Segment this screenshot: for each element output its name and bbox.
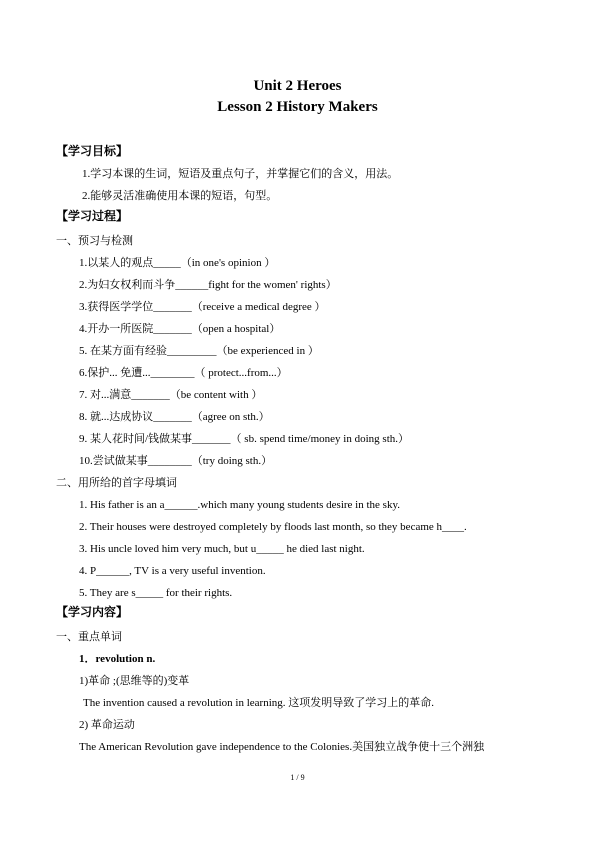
- preview-item: 10.尝试做某事________（try doing sth.）: [79, 455, 273, 467]
- unit-title: Unit 2 Heroes: [253, 78, 342, 94]
- word-example: The invention caused a revolution in learning. 这项发明导致了学习上的革命.: [83, 697, 435, 709]
- fill-item: 3. His uncle loved him very much, but u_____ he died last night.: [79, 543, 365, 555]
- part-heading-fill-in: 二、用所给的首字母填词: [56, 477, 177, 489]
- word-example: The American Revolution gave independence to the Colonies.美国独立战争使十三个洲独: [79, 741, 485, 753]
- preview-item: 1.以某人的观点_____（in one's opinion ）: [79, 257, 276, 269]
- goal-item: 2.能够灵活准确使用本课的短语，句型。: [82, 190, 278, 202]
- fill-item: 4. P______, TV is a very useful invention.: [79, 565, 266, 577]
- section-learning-process: 【学习过程】: [56, 209, 129, 223]
- preview-item: 3.获得医学学位_______（receive a medical degree ）: [79, 301, 326, 313]
- lesson-title: Lesson 2 History Makers: [217, 99, 378, 115]
- part-heading-preview: 一、预习与检测: [56, 235, 133, 247]
- section-learning-goals: 【学习目标】: [56, 144, 129, 158]
- preview-item: 7. 对...满意_______（be content with ）: [79, 389, 263, 401]
- part-heading-key-words: 一、重点单词: [56, 631, 122, 643]
- preview-item: 2.为妇女权利而斗争______fight for the women' rights）: [79, 279, 337, 291]
- fill-item: 2. Their houses were destroyed completely by floods last month, so they became h____.: [79, 521, 467, 533]
- preview-item: 6.保护... 免遭...________（ protect...from...）: [79, 367, 288, 379]
- fill-item: 1. His father is an a______.which many young students desire in the sky.: [79, 499, 400, 511]
- goal-item: 1.学习本课的生词，短语及重点句子，并掌握它们的含义，用法。: [82, 168, 399, 180]
- page-number: 1 / 9: [290, 773, 305, 782]
- preview-item: 8. 就...达成协议_______（agree on sth.）: [79, 411, 270, 423]
- section-learning-content: 【学习内容】: [56, 605, 129, 619]
- fill-item: 5. They are s_____ for their rights.: [79, 587, 233, 599]
- preview-item: 5. 在某方面有经验_________（be experienced in ）: [79, 345, 319, 357]
- word-heading: 1．revolution n.: [79, 653, 156, 665]
- word-meaning: 1)革命 ;(思维等的)变革: [79, 675, 190, 687]
- word-meaning: 2) 革命运动: [79, 719, 135, 731]
- preview-item: 9. 某人花时间/钱做某事_______（ sb. spend time/money in doing sth.）: [79, 433, 409, 445]
- preview-item: 4.开办一所医院_______（open a hospital）: [79, 323, 281, 335]
